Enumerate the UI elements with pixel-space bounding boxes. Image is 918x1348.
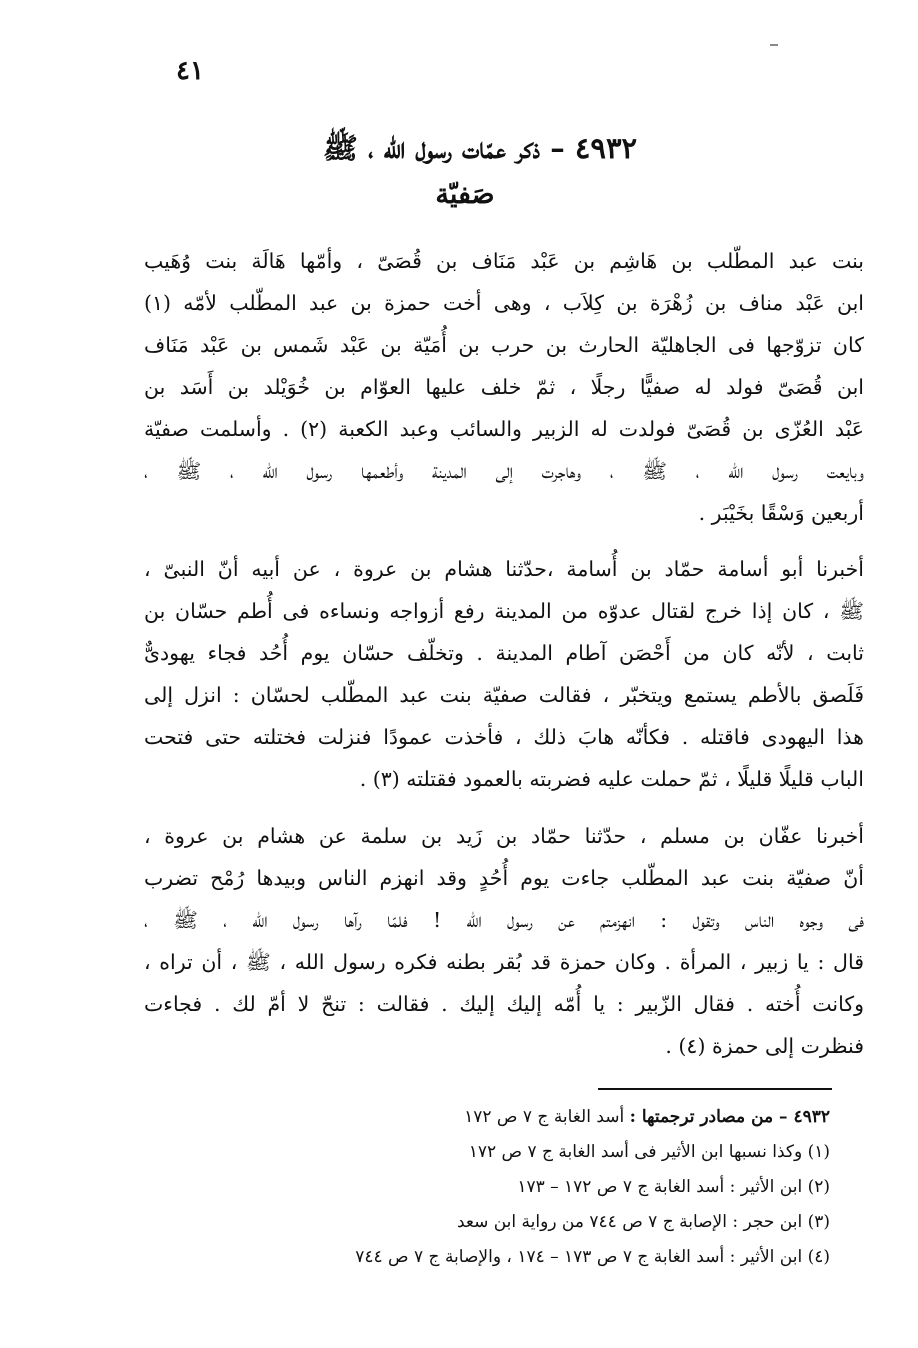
text-line: عَبْد العُزّى بن قُصَىّ فولدت له الزبير والسائب وعبد الكعبة (٢) . وأسلمت صفيّة: [144, 417, 864, 441]
text-line: فنظرت إلى حمزة (٤) .: [665, 1034, 864, 1058]
footnote-title: ٤٩٣٢ – من مصادر ترجمتها :: [629, 1107, 830, 1127]
text-line: فَلَصق بالأطم يستمع ويتخبّر ، فقالت صفيّة بنت عبد المطّلب لحسّان : انزل إلى: [144, 683, 864, 707]
footnotes: [180, 1100, 830, 1275]
text-line: الباب قليلًا قليلًا ، ثمّ حملت عليه فضربته بالعمود فقتلته (٣) .: [359, 767, 864, 791]
footnote-sources: [180, 1100, 830, 1135]
footnote-item: (٢) ابن الأثير : أسد الغابة ج ٧ ص ١٧٢ – ١٧٣: [517, 1177, 830, 1197]
text-line: أربعين وَسْقًا بخَيْبَر .: [698, 501, 864, 525]
footnote-item: (٣) ابن حجر : الإصابة ج ٧ ص ٧٤٤ من رواية ابن سعد: [456, 1212, 830, 1232]
text-line: قال : يا زبير ، المرأة . وكان حمزة قد بُقر بطنه فكره رسول الله ، ﷺ ، أن تراه ،: [144, 950, 864, 974]
footnote-item: (١) وكذا نسبها ابن الأثير فى أسد الغابة ج ٧ ص ١٧٢: [468, 1142, 830, 1162]
text-line: وبايعت رسول الله ، ﷺ ، وهاجرت إلى المدينة وأطعمها رسول الله ، ﷺ ،: [144, 459, 864, 483]
text-line: ابن عَبْد مناف بن زُهْرَة بن كِلاَب ، وهى أخت حمزة بن عبد المطّلب لأمّه (١): [144, 291, 864, 315]
page-number: ٤١: [176, 56, 204, 86]
text-line: أخبرنا عفّان بن مسلم ، حدّثنا حمّاد بن زَيد بن سلمة عن هشام بن عروة ،: [144, 824, 864, 848]
section-heading: ٤٩٣٢ – ذكر عمّات رسول الله ، ﷺ: [322, 131, 638, 165]
footnote-item: (٤) ابن الأثير : أسد الغابة ج ٧ ص ١٧٣ – ١٧٤ ، والإصابة ج ٧ ص ٧٤٤: [355, 1247, 830, 1267]
paragraph-1: [144, 240, 864, 534]
paragraph-3: [144, 815, 864, 1067]
paragraph-2: [144, 548, 864, 800]
section-subheading: صَفيّة: [435, 179, 495, 210]
text-line: كان تزوّجها فى الجاهليّة الحارث بن حرب بن أُمَيّة بن عَبْد شَمس بن عَبْد مَنَاف: [144, 333, 864, 357]
text-line: بنت عبد المطّلب بن هَاشِم بن عَبْد مَنَاف بن قُصَىّ ، وأمّها هَالَة بنت وُهَيب: [144, 249, 864, 273]
text-line: وكانت أُخته . فقال الزّبير : يا أُمّه إليك إليك . فقالت : تنحّ لا أمّ لك . فجاءت: [144, 992, 864, 1016]
text-line: أنّ صفيّة بنت عبد المطّلب جاءت يوم أُحُدٍ وقد انهزم الناس وبيدها رُمْح تضرب: [144, 866, 864, 890]
text-line: ﷺ ، كان إذا خرج لقتال عدوّه من المدينة رفع أزواجه ونساءه فى أُطم حسّان بن: [144, 599, 864, 623]
text-line: هذا اليهودى فاقتله . فكأنّه هابَ ذلك ، فأخذت عمودًا فنزلت فختلته حتى فتحت: [144, 725, 864, 749]
corner-mark: [770, 44, 778, 46]
text-line: ابن قُصَىّ فولد له صفيًّا رجلًا ، ثمّ خلف عليها العوّام بن خُوَيْلد بن أَسَد بن: [144, 375, 864, 399]
text-line: ثابت ، لأنّه كان من أَحْصَن آطام المدينة . وتخلّف حسّان يوم أُحُد فجاء يهودىٌّ: [144, 641, 864, 665]
footnote-title-rest: أسد الغابة ج ٧ ص ١٧٢: [464, 1107, 630, 1127]
text-line: فى وجوه الناس وتقول : انهزمتم عن رسول الله ! فلمّا رآها رسول الله ، ﷺ ،: [144, 908, 864, 932]
text-line: أخبرنا أبو أسامة حمّاد بن أُسامة ،حدّثنا هشام بن عروة ، عن أبيه أنّ النبىّ ،: [144, 557, 864, 581]
footnote-divider: [598, 1088, 832, 1090]
